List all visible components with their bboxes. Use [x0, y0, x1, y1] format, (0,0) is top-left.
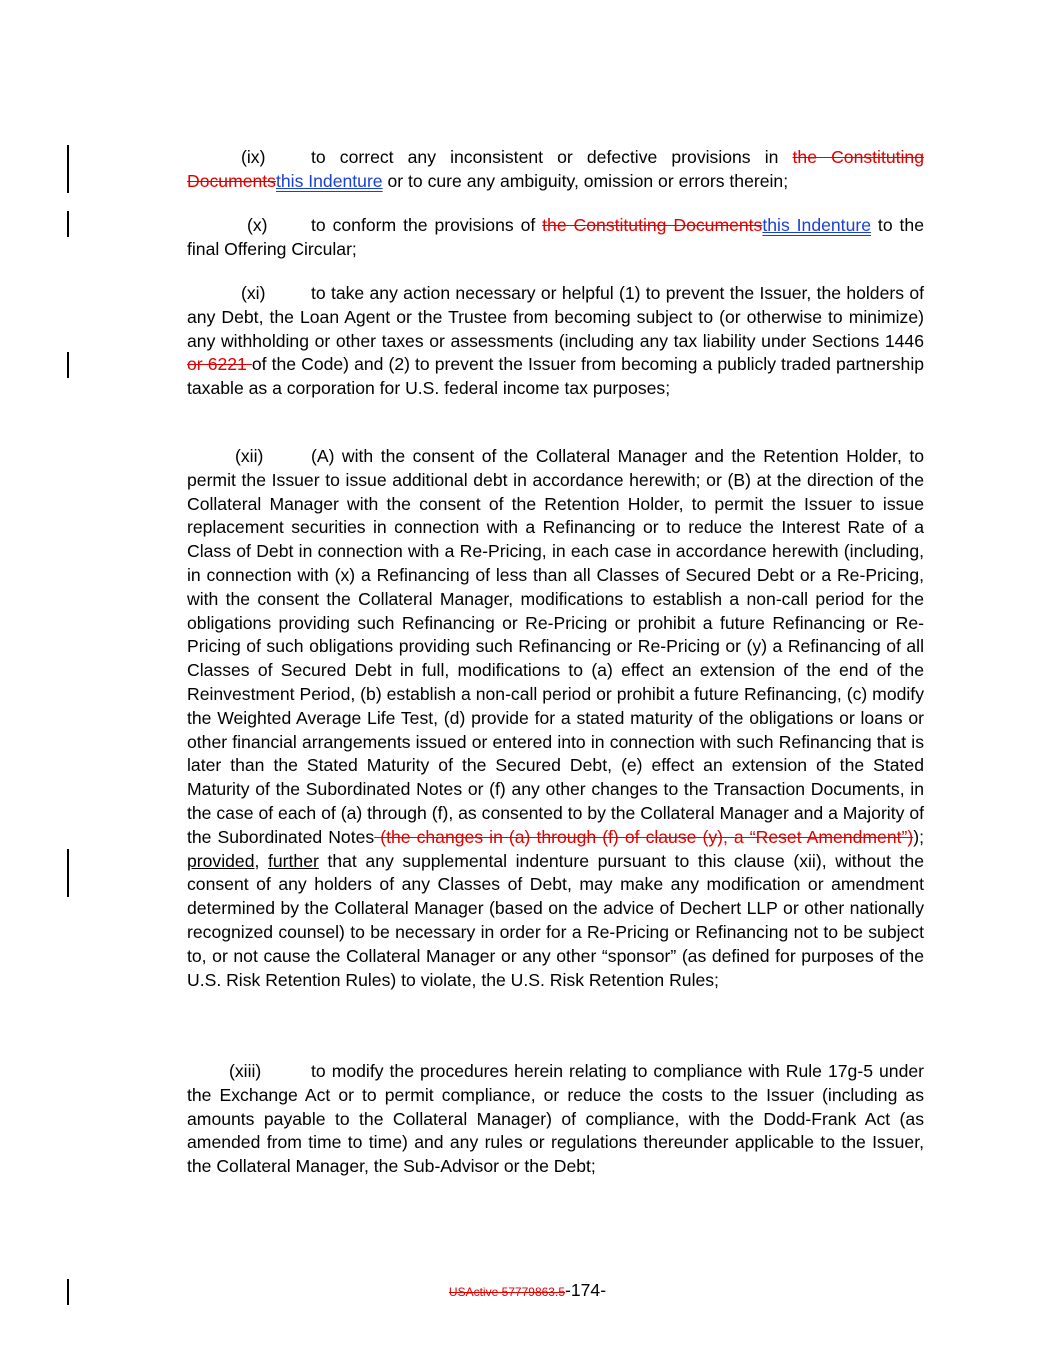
paragraph-number: (xiii)	[229, 1061, 262, 1081]
paragraph-xiii	[187, 1060, 924, 1179]
paragraph-number: (xi)	[241, 283, 266, 303]
change-bar	[67, 211, 69, 237]
paragraph-text: to the final Offering Circular;	[187, 215, 924, 259]
paragraph-text: (A) with the consent of the Collateral Manager and the Retention Holder, to permit the Issuer to issue additional debt in accordance herewith; or (B) at the direction of the Collateral Manager with the consent of the Retention Holder, to permit the Issuer to issue replacement securities in connection with a Refinancing or to reduce the Interest Rate of a Class of Debt in connection with a Re-Pricing, in each case in accordance herewith (including, in connection with (x) a Refinancing of less than all Classes of Secured Debt or a Re-Pricing, with the consent the Collateral Manager, modifications to establish a non-call period for the obligations providing such Refinancing or Re-Pricing or prohibit a future Refinancing or Re-Pricing of such obligations providing such Refinancing or Re-Pricing or (y) a Refinancing of all Classes of Secured Debt in full, modifications to (a) effect an extension of the end of the Reinvestment Period, (b) establish a non-call period or prohibit a future Refinancing, (c) modify the Weighted Average Life Test, (d) provide for a stated maturity of the obligations or loans or other financial arrangements issued or entered into in connection with such Refinancing that is later than the Stated Maturity of the Secured Debt, (e) effect an extension of the Stated Maturity of the Subordinated Notes or (f) any other changes to the Transaction Documents, in the case of each of (a) through (f), as consented to by the Collateral Manager and a Majority of the Subordinated Notes	[187, 446, 924, 847]
inserted-text: this Indenture	[275, 170, 383, 191]
change-bar	[67, 849, 69, 897]
deleted-text: the Constituting Documents	[187, 147, 924, 191]
paragraph-xii	[187, 445, 924, 992]
paragraph-text: to take any action necessary or helpful (1) to prevent the Issuer, the holders of any Debt, the Loan Agent or the Trustee from becoming subject to (or otherwise to minimize) any withholding or other taxes or assessments (including any tax liability under Sections 1446	[187, 283, 924, 351]
deleted-text: (the changes in (a) through (f) of clause (y), a “Reset Amendment”)	[374, 826, 914, 847]
paragraph-number: (x)	[247, 215, 268, 235]
paragraph-xi	[187, 282, 924, 401]
page-number: -174-	[565, 1280, 607, 1300]
inserted-text: this Indenture	[762, 215, 872, 235]
paragraph-text: to modify the procedures herein relating to compliance with Rule 17g-5 under the Exchange Act or to permit compliance, or reduce the costs to the Issuer (including as amounts payable to the Collateral Manager) of compliance, with the Dodd-Frank Act (as amended from time to time) and any rules or regulations thereunder applicable to the Issuer, the Collateral Manager, the Sub-Advisor or the Debt;	[187, 1061, 924, 1177]
change-bar	[67, 352, 69, 378]
paragraph-text: of the Code) and (2) to prevent the Issuer from becoming a publicly traded partnership taxable as a corporation for U.S. federal income tax purposes;	[187, 354, 925, 399]
underlined-term: provided	[187, 850, 255, 871]
deleted-text: or 6221	[187, 354, 252, 375]
document-id: USActive 57779863.5	[448, 1285, 565, 1299]
deleted-text: the Constituting Documents	[542, 215, 763, 235]
paragraph-ix	[187, 146, 924, 194]
paragraph-text: );	[913, 826, 924, 847]
paragraph-number: (ix)	[241, 147, 266, 167]
paragraph-text: that any supplemental indenture pursuant to this clause (xii), without the consent of any holders of any Classes of Debt, may make any modification or amendment determined by the Collateral Manager (based on the advice of Dechert LLP or other nationally recognized counsel) to be necessary in order for a Re-Pricing or Refinancing not to be subject to, or not cause the Collateral Manager or any other “sponsor” (as defined for purposes of the U.S. Risk Retention Rules) to violate, the U.S. Risk Retention Rules;	[187, 850, 924, 990]
change-bar	[67, 145, 69, 193]
page-footer	[0, 1280, 1055, 1301]
paragraph-x	[187, 214, 924, 262]
paragraph-text: to conform the provisions of	[311, 215, 543, 235]
underlined-term: further	[268, 850, 319, 871]
paragraph-text: to correct any inconsistent or defective provisions in	[311, 147, 793, 167]
paragraph-text: ,	[254, 850, 268, 871]
paragraph-number: (xii)	[235, 446, 264, 466]
paragraph-text: or to cure any ambiguity, omission or errors therein;	[382, 170, 789, 191]
